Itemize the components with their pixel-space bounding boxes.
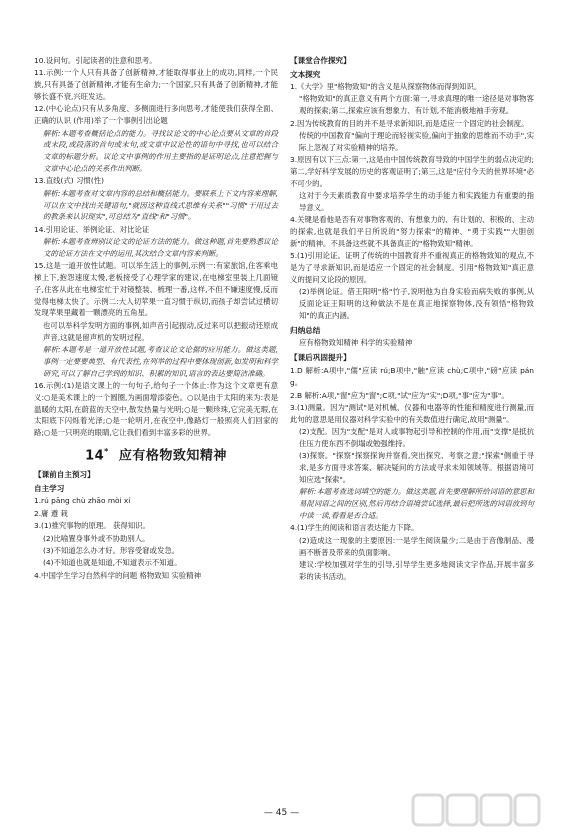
- page-number: — 45 —: [263, 808, 300, 818]
- left-answer-list: [34, 55, 278, 439]
- lesson-name: 应有格物致知精神: [118, 448, 227, 464]
- answer-item-q13: 13.直线(式) 习惯(性): [34, 176, 104, 186]
- answer-item-q14e: 解析:本题考查辨别议论文的论证方法的能力。做这种题,首先要熟悉议论文的论证方法在文中的运用,其次结合文章内容来判断。: [43, 237, 278, 258]
- left-preview-list: [34, 495, 278, 581]
- subsection-text-inquiry: 文本探究: [290, 70, 321, 79]
- section-inquiry: 【课堂合作探究】: [290, 56, 351, 65]
- right-consolidation-list: [290, 365, 534, 582]
- answer-item-b2b: 传统的中国教育"偏向于理论而轻视实验,偏向于抽象的思维而不动手",实际上忽视了对实验精神的培养。: [299, 130, 534, 152]
- answer-item-q13e: 解析:本题考查对文章内容的总结和概括能力。要联系上下文内容来理解,可以在文中找出关键语句,"就因这种直线式思维有关系""习惯"干用过去的教条来认识现实",可总结为"直线"和"习惯"。: [43, 188, 278, 222]
- watermark-logo-icon: [411, 791, 541, 833]
- left-column: [34, 55, 278, 582]
- section-consolidation: 【课后巩固提升】: [290, 353, 351, 363]
- answer-item-a2: 2.庸 遵 栽: [34, 508, 68, 518]
- answer-item-c1: 1.D 解析:A项中,"儒"应读 rú;B项中,"触"应读 chù;C项中,"磅"应读 páng。: [290, 366, 534, 388]
- answer-item-a3: 3.(1)推究事物的原理。 获得知识。: [34, 521, 150, 531]
- answer-item-b5: 5.(1)引用论证。证明了传统的中国教育并不重视真正的格物致知的观点,不是为了寻求新知识,而是适应一个固定的社会制度。引用"格物致知"真正意义的提问又论段的原因。: [290, 251, 534, 284]
- answer-item-b3b: 这对于今天素质教育中要求培养学生的动手能力和实践能力有重要的指导意义。: [299, 191, 534, 212]
- answer-item-b4: 4.关键是看他是否有对事物客观的、有想象力的、有计划的、积极的、主动的探索,也就是我们平日所说的"努力探索"的精神、"勇于实践""大胆创新"的精神。不具备这些就不具备真正的"格物致知"精神。: [290, 215, 534, 248]
- lesson-star: *: [104, 447, 109, 457]
- answer-item-q11: 11.示例:一个人只有具备了创新精神,才能取得事业上的成功,同样,一个民族,只有具备了创新精神,才能有生命力;一个国家,只有具备了创新精神,才能够长盛不衰,兴旺发达。: [34, 68, 278, 101]
- answer-item-c3b: (2)支配。因为"支配"是对人或事物起引导和控制的作用,而"支撑"是抵抗住压力使东西不倒塌或勉强维持。: [299, 427, 534, 449]
- summary-text: 应有格物致知精神 科学的实验精神: [299, 337, 413, 347]
- section-preview: 【课前自主预习】: [34, 470, 95, 480]
- subsection-summary: 归纳总结: [290, 325, 321, 335]
- answer-item-a1: 1.rú pāng chù zhāo mòi xí: [34, 496, 131, 506]
- right-column: [290, 55, 534, 583]
- subsection-self-study: 自主学习: [34, 484, 65, 494]
- answer-item-b3: 3.原因有以下三点:第一,这是由中国传统教育导致的中国学生的弱点决定的;第二,学好科学发展的历史的客观证明了;第三,这是"应付今天的世界环境"必不可少的。: [290, 155, 534, 188]
- answer-item-c3e: 解析:本题考查选词填空的能力。做这类题,首先要理解所给词语的意思和易混词语之间的区别,然后再结合语境尝试选择,最后把所选的词语放到句中读一读,看看是否合适。: [299, 487, 534, 521]
- answer-item-q14: 14.引用论证、举例论证、对比论证: [34, 224, 150, 234]
- answer-item-c4b: (2)造成这一现象的主要原因:一是学生阅读量少;二是由于音像制品、漫画不断普及带来的负面影响。: [299, 535, 534, 557]
- right-inquiry-list: [290, 81, 534, 322]
- answer-item-b2: 2.因为传统教育的目的并不是寻求新知识,而是适应一个固定的社会制度。: [290, 118, 529, 128]
- lesson-number: 14: [85, 448, 105, 464]
- answer-item-b5b: (2)举例论证。借王阳明"格"竹子,说明他为自身实验而病失败的事例,从反面论证王阳明的这种做法不是在真正地探察物体,没有领悟"格物致知"的真正内涵。: [299, 287, 534, 320]
- answer-item-c3c: (3)探察。"探察"探察探询并察看,突出探究、考察之意;"探索"侧重于寻求,是多方面寻求答案、解决疑问的方法或寻求未知领域等。根据语境可知应选"探索"。: [299, 451, 534, 485]
- answer-item-c2: 2.B 解析:A项,"窗"应为"窗";C项,"试"应为"实";D项,"事"应为"事"。: [290, 390, 509, 400]
- answer-item-q16: 16.示例:(1)是语文课上的一句句子,给句子一个体止:作为这个文章更有意义:○是美术课上的一个圆圈,为画面增添姿色。○以是由于太阳的来为:表是温暖的太阳,在蔚蓝的天空中,散发热量与光明;○是一颗珍珠,它完美无瑕,在太阳底下闪烁着光泽;○是一轮明月,在夜空中,像路灯一般照亮人们回家的路;○是一只明亮的眼睛,它让我们看到丰富多彩的世界。: [34, 381, 278, 438]
- answer-item-c4: 4.(1)学生的阅读和语言表达能力下降。: [290, 523, 419, 533]
- answer-item-c4c: 建议:学校加强对学生的引导,引导学生更多地阅读文字作品,开展丰富多彩的读书活动。: [299, 559, 534, 581]
- answer-item-b1b: "格物致知"的真正意义有两个方面:第一,寻求真理的唯一途径是对事物客观的探索;第二,探索应该有想象力、有计划,不能消极地袖手旁观。: [299, 94, 534, 116]
- answer-item-q15e: 解析:本题考是一道开放性试题,考查议论文论据的应用能力。做这类题,事例一定要要典型、有代表性,在列举的过程中要体现创新,如发明和科学研究,可以了解自己学到的知识、积累的知识,语言的表达要简洁准确。: [43, 345, 278, 378]
- lesson-title: [34, 443, 278, 465]
- answer-item-q10: 10.设问句。引起读者的注意和思考。: [34, 56, 157, 65]
- answer-item-a3b: (2)比喻置身事外或不协助别人。: [43, 533, 150, 543]
- answer-item-a4: 4.中国学生学习自然科学的问题 格物致知 实验精神: [34, 570, 201, 580]
- answer-item-a3c: (3)不知道怎么办才好。形容受窘或发急。: [43, 545, 180, 555]
- answer-item-c3: 3.(1)测量。因为"测试"是对机械、仪器和电器等的性能和精度进行测量,而此句的意思是用仪器对科学实验中的有关数值进行确定,故用"测量"。: [290, 403, 534, 424]
- answer-item-q15: 15.这是一道开放性试题。可以举生活上的事例,示例一:有家旅馆,住客乘电梯上下,抱怨速度太慢,老板接受了心理学家的建议,在电梯室里装上几面镜子,住客从此在电梯室忙于对镜整装、梳理一番,这样,不但不嫌速度慢,反而觉得电梯太快了。示例二:大人切苹果一直习惯于纵切,而孩子却尝试过横切发现苹果里藏着一颗漂亮的五角星。: [34, 261, 278, 318]
- answer-item-a3d: (4)不知道也就是知道,不知道表示不知道。: [43, 558, 182, 568]
- answer-item-q12: 12.(中心论点)只有从多角度、多侧面进行多向思考,才能使我们获得全面、正确的认识 (作用)举了一个事例引出论题: [34, 104, 278, 126]
- answer-item-q12e: 解析:本题考查概括论点的能力。寻找议论文的中心论点要从文章的首段或末段,或段落的首句或末句,或文章中议论性的语句中寻找,也可以结合文章的标题分析。议论文中事例的作用主要指的是证明论点,注意把握与文章中心论点的关系作出判断。: [43, 128, 278, 173]
- answer-item-q15b: 也可以举科学发明方面的事例,如声音引起振动,反过来可以把振动还原成声音,这就是留声机的发明过程。: [43, 320, 278, 342]
- answer-item-b1: 1.《大学》里"格物致知"的含义是从探察物体而得到知识。: [290, 82, 482, 91]
